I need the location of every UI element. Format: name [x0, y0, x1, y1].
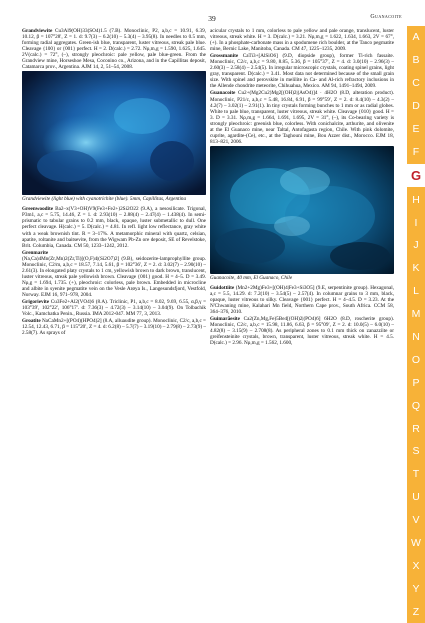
index-tab-q[interactable]: Q — [411, 399, 421, 412]
index-tab-j[interactable]: J — [413, 239, 419, 252]
mineral-formula: Cu3Fe2+Al2(VO4)6 — [50, 299, 95, 306]
mineral-name: Greenwoodite — [22, 206, 54, 213]
mineral-description: (8.A, alluaudite group). Monoclinic, C2/c, a,b,c = 12.54, 12.43, 6.71, β = 115°20′, Z = 4. d: 6.2(8) – 5.7(7) – 3.19(10) – 2.79(8) – 2.73(9) – 2.58(7). As sprays of — [22, 318, 206, 337]
index-tab-z[interactable]: Z — [412, 605, 420, 618]
mineral-entry-guidottiite — [210, 285, 394, 315]
mineral-formula: NaCaMn2+[(PO4)(HPO4)2] — [41, 318, 102, 325]
mineral-description: (8.D, roscherite group). Monoclinic, C2/c, a,b,c = 15.98, 11.86, 6.63, β = 95°09′, Z = 2. d: 10.0(5) – 6.0(10) – 4.82(8) – 3.15(9) – 2.708(8). As peripheral zones to 0.1 mm thick on zanazziite or greifensteinite crystals, brown, transparent, luster vitreous, streak white. H = 4.5. D(calc.) = 2.96. Nρ,m,g = 1.562, 1.600, — [210, 316, 394, 347]
mineral-entry-groatite — [22, 318, 206, 336]
mineral-entry-grandviewite — [22, 28, 206, 70]
index-tab-k[interactable]: K — [412, 262, 420, 275]
index-tab-h[interactable]: H — [412, 193, 420, 206]
grandviewite-photo — [22, 71, 206, 195]
index-tab-l[interactable]: L — [413, 285, 419, 298]
mineral-entry-grigorievite — [22, 299, 206, 317]
index-tab-o[interactable]: O — [411, 353, 421, 366]
index-tab-e[interactable]: E — [412, 123, 420, 135]
index-tab-w[interactable]: W — [411, 537, 421, 550]
mineral-name: Grigorievite — [22, 299, 50, 306]
index-tab-p[interactable]: P — [412, 376, 420, 389]
index-tab-d[interactable]: D — [412, 100, 420, 113]
running-head: Guanacoite — [370, 14, 402, 20]
mineral-name: Guimarãesite — [210, 316, 240, 323]
groatite-continuation — [210, 28, 394, 52]
mineral-name: Guidottiite — [210, 284, 235, 291]
index-tab-i[interactable]: I — [414, 216, 418, 229]
index-tab-m[interactable]: M — [411, 308, 421, 321]
index-tab-b[interactable]: B — [412, 54, 420, 67]
mineral-name: Grossmanite — [210, 53, 239, 60]
mineral-entry-grossmanite — [210, 53, 394, 89]
page-header — [22, 14, 402, 26]
mineral-formula: Cu2+(Mg2Cu2)Mg2[(OH)2|(AsO4)]4 · 4H2O — [237, 90, 338, 97]
mineral-formula: CaTi3+[AlSiO6] — [242, 53, 278, 60]
page-number: 39 — [208, 14, 216, 23]
photo-caption: Grandviewite (light blue) with cyanotrichite (blue). 5mm, Capillitas, Argentina — [22, 196, 187, 203]
mineral-name: Grandviewite — [22, 28, 53, 34]
alphabet-index-sidebar — [407, 26, 425, 623]
index-tab-c[interactable]: C — [412, 77, 420, 90]
mineral-name: Guanacoite — [210, 90, 236, 97]
mineral-entry-grenmarite — [22, 250, 206, 298]
index-tab-a[interactable]: A — [412, 31, 420, 44]
mineral-entry-greenwoodite — [22, 206, 206, 248]
mineral-description: (9.A), a nesosilicate. Trigonal, P3m1, a,c = 5.75, 14.46, Z = 1. d: 2.93(10) – 2.88(4) – 2.47(4) – 1.438(4). In semi-prismatic to tabular grains to 0.2 mm, black, opaque, luster submetallic to dull. One perfect cleavage. H(calc.) = 5. D(calc.) = 4.81. In refl. light low reflectance, gray white with a weak brownish tint. R = 3–17%. A metamorphic mineral with quartz, celsian, apatite, roltanite and baitsevite, from the Wigwam Pb-Zn ore deposit, SE of Revelstoke, Brit. Columbia, Canada. CM 50, 1233–1242, 2012. — [22, 206, 206, 249]
mineral-name: Groatite — [22, 318, 41, 325]
index-tab-s[interactable]: S — [412, 445, 420, 458]
right-column — [210, 28, 394, 347]
mineral-description: (8.D, alteration product). Monoclinic, P21/c, a,b,c = 5.48, 16.84, 6.91, β = 99°59′, Z = 2. d: 8.4(10) – 4.3(2) – 4.2(7) – 3.02(1) – 2.91(1). In tiny crystals forming bunches to 1 mm or as radial globes. White to pale blue, transparent, luster vitreous, streak white. Cleavage {010} good. H = 3. D = 3.31. Nρ,m,g = 1.664, 1.691, 1.695, 2V = 31°, (–), its Co-bearing variety is strongly pleochroic: greenish blue, colorless. With conichalcite, arthurite, and olivenite at the El Guanaco mine, near Taltal, Antofagasta region, Chile. With pink dolomite, cuprite, agardite-(Ce), etc., at the Taghouni mine, Bou Azzer dist., Morocco. EJM 18, 813–821, 2006. — [210, 90, 395, 145]
mineral-formula: Ba2–x(V3+OH)V9(Fe3+Fe2+)2Si2O22 — [55, 206, 139, 213]
index-tab-t[interactable]: T — [412, 468, 420, 481]
index-tab-g[interactable]: G — [407, 163, 425, 188]
left-column — [22, 28, 206, 337]
mineral-description: (9.B), seidozerite-lamprophyllite group. Monoclinic, C2/m, a,b,c = 18.57, 7.14, 5.61, β = 102°36′, Z = 2. d: 3.02(7) – 2.90(10) – 2.61(3). In elongated platy crystals to 1 cm, yellowish brown to dark brown, translucent, luster vitreous, streak pale yellowish brown. Cleavage {001} good. H = 4–5. D = 3.49. Nρ,g = 1.694, 1.735. (+), pleochroic: colorless, pale brown. Embedded in microcline and albite in syenite pegmatite vein on the Vesle Arøya Is., Langesundsfjord, Vestfold, Norway. EJM 16, 971–978, 2004. — [22, 255, 206, 298]
mineral-entry-guanacoite — [210, 90, 394, 144]
mineral-description: (8.A). Triclinic, P1, a,b,c = 8.02, 9.69, 6.55, α,β,γ = 103°39′, 102°22′, 106°17′. d: 7.36(3) – 4.72(3) – 3.14(10) – 3.04(9). On Tolbachik Volc., Kamchatka Penin., Russia. IMA 2012-047. MM 77, 3, 2013. — [22, 299, 207, 318]
mineral-description: (9.E, serpentinite group). Hexagonal, a,c = 5.5, 14.29. d: 7.2(10) – 3.54(5) – 2.57(4). In columnar grains to 3 mm, black, opaque, luster vitreous to silky. Cleavage {001} perfect. H = 4–4.5. D = 3.23. At the N'Chwaning mine, Kalahari Mn field, Northern Cape prov., South Africa. CCM 58, 364–376, 2010. — [210, 284, 394, 316]
mineral-entry-guimaraesite — [210, 316, 394, 346]
index-tab-f[interactable]: F — [412, 145, 420, 158]
index-tab-r[interactable]: R — [412, 422, 420, 435]
index-tab-n[interactable]: N — [412, 331, 420, 344]
mineral-formula: (Mn2+2Mg)Fe3+[(OH)4|Fe3+Si3O5] — [235, 284, 315, 291]
index-tab-y[interactable]: Y — [412, 582, 420, 595]
mineral-formula: (Na,Ca)4Mn(Zr,Mn)2(Zr,Ti)[(O,F)4|(Si2O7)2] — [22, 255, 120, 262]
mineral-description: (9.D, diopside group), former Ti-rich fassaite. Monoclinic, C2/c, a,b,c = 9.80, 8.85, 5.36, β = 105°37′, Z = 4. d: 3.0(10) – 2.96(3) – 2.60(3) – 2.58(4) – 2.54(5). In irregular microscopic crystals, coating spinel grains, light gray, transparent. D(calc.) = 3.41. Most data not determined because of the small grain size. With spinel and perovskite in melilite in Ca- and Al-rich refractory inclusions in the Allende chondrite meteorite, Chihuahua, Mexico. AM 94, 1491–1494, 2009. — [210, 53, 394, 90]
mineral-description: acicular crystals to 1 mm, colorless to pale yellow and pale orange, translucent, luster vitreous, streak white. H = 3. D(calc.) = 3.21. Nρ,m,g = 1.622, 1.634, 1.663, 2V = 67°, (+). In a phosphate-carbonate mass in a spodumene rich boulder, at the Tanco pegmatite mine, Bernic Lake, Manitoba, Canada. CM 47, 1225–1235, 2009. — [210, 28, 394, 53]
mineral-formula: Cu3Al9(OH)33(SO4)1.5 — [55, 28, 107, 34]
mineral-description: (7.B). Monoclinic, P2, a,b,c = 10.91, 6.39, 10.12, β = 107°28′, Z = 1. d: 9.7(3) – 6.2(10) – 5.3(4) – 3.95(8). In needles to 0.5 mm, forming radial aggregates. Green-ish blue, transparent, luster vitreous, streak pale blue. Cleavage {100} or {001} perfect. H = 2. D(calc.) = 2.72. Nρ,m,g = 1.590, 1.625, 1.645. 2V(calc.) = 72°, (–), strongly pleochroic: pale yellow, pale blue-green. From the Grandview mine, Horseshoe Mesa, Coconino co., Arizona, and in the Capillitas deposit, Catamarca prov., Argentina. AJM 14, 2, 51–54, 2008. — [22, 28, 207, 71]
index-tab-x[interactable]: X — [412, 559, 420, 572]
photo-caption: Guanacoite, 40 mm, El Guanaco, Chile — [210, 274, 293, 281]
guanacoite-photo — [210, 146, 394, 274]
index-tab-v[interactable]: V — [412, 514, 420, 527]
index-tab-u[interactable]: U — [412, 491, 420, 504]
mineral-formula: Ca2(Zn,Mg,Fe)5Be4[(OH)2|(PO4)6] 6H2O — [243, 316, 337, 323]
mineral-name: Grenmarite — [22, 249, 49, 256]
